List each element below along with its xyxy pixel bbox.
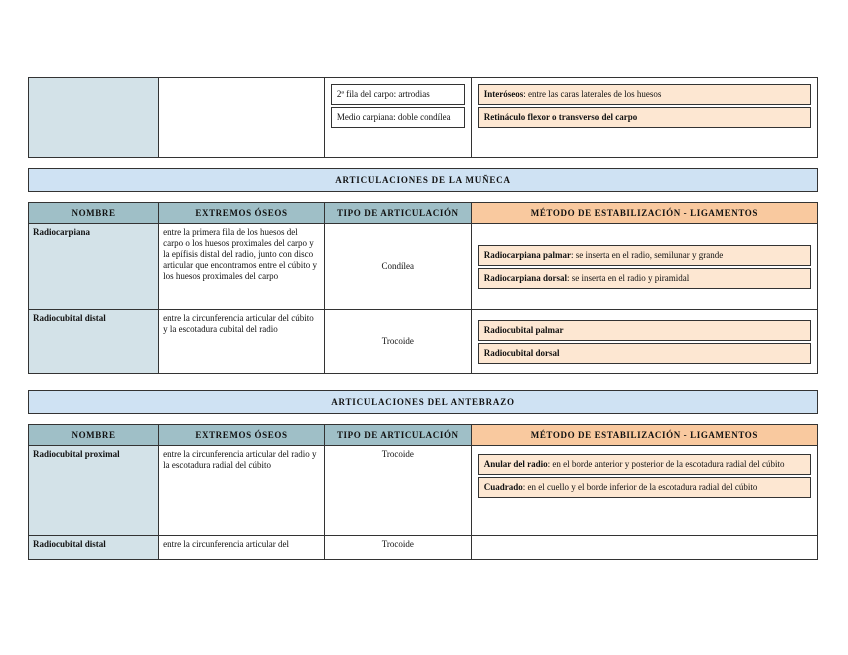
row-ligaments [471,446,817,536]
header-nombre: NOMBRE [29,203,159,224]
header-extremos: EXTREMOS ÓSEOS [159,203,325,224]
row-tipo: Trocoide [324,310,471,374]
row-extremos: entre la primera fila de los huesos del carpo o los huesos proximales del carpo y la epífisis distal del radio, junto con disco articular que encontramos entre el cúbito y los huesos proximales del carpo [159,224,325,310]
table-row [29,224,818,310]
row-name: Radiocarpiana [29,224,159,310]
row-name: Radiocubital proximal [29,446,159,536]
row-ligaments [471,310,817,374]
row-extremos: entre la circunferencia articular del cúbito y la escotadura cubital del radio [159,310,325,374]
row-tipo: Trocoide [324,446,471,536]
tipo-cell [324,78,471,158]
ligament-box: Radiocubital dorsal [478,343,811,364]
header-metodo: MÉTODO DE ESTABILIZACIÓN - LIGAMENTOS [471,425,817,446]
table-row [29,536,818,560]
row-extremos: entre la circunferencia articular del radio y la escotadura radial del cúbito [159,446,325,536]
tipo-box: Medio carpiana: doble condílea [331,107,465,128]
name-cell [29,78,159,158]
header-tipo: TIPO DE ARTICULACIÓN [324,425,471,446]
ligament-cell [471,78,817,158]
ligament-box: Anular del radio: en el borde anterior y posterior de la escotadura radial del cúbito [478,454,811,475]
table-row [29,446,818,536]
extremos-cell [159,78,325,158]
row-extremos: entre la circunferencia articular del [159,536,325,560]
section-title: ARTICULACIONES DE LA MUÑECA [28,168,818,192]
ligament-box: Cuadrado: en el cuello y el borde inferior de la escotadura radial del cúbito [478,477,811,498]
ligament-box: Retináculo flexor o transverso del carpo [478,107,811,128]
section-title: ARTICULACIONES DEL ANTEBRAZO [28,390,818,414]
header-tipo: TIPO DE ARTICULACIÓN [324,203,471,224]
row-ligaments [471,536,817,560]
tipo-box: 2ª fila del carpo: artrodias [331,84,465,105]
row-name: Radiocubital distal [29,310,159,374]
row-ligaments [471,224,817,310]
forearm-table [28,424,818,560]
wrist-table [28,202,818,374]
table-row [29,310,818,374]
ligament-box: Radiocubital palmar [478,320,811,341]
header-nombre: NOMBRE [29,425,159,446]
header-metodo: MÉTODO DE ESTABILIZACIÓN - LIGAMENTOS [471,203,817,224]
top-table [28,77,818,158]
row-tipo: Trocoide [324,536,471,560]
ligament-box: Radiocarpiana palmar: se inserta en el radio, semilunar y grande [478,245,811,266]
header-extremos: EXTREMOS ÓSEOS [159,425,325,446]
row-name: Radiocubital distal [29,536,159,560]
row-tipo: Condílea [324,224,471,310]
ligament-box: Interóseos: entre las caras laterales de los huesos [478,84,811,105]
ligament-box: Radiocarpiana dorsal: se inserta en el radio y piramidal [478,268,811,289]
